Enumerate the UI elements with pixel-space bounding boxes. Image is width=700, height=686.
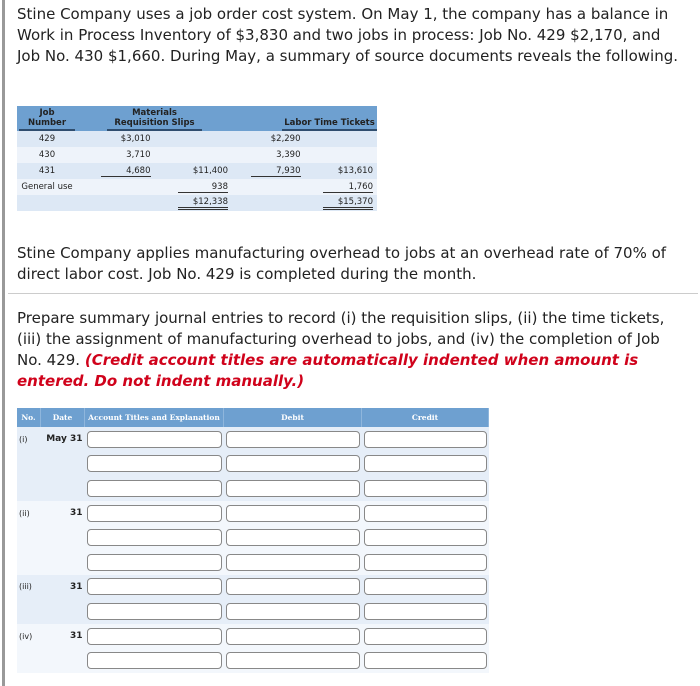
source-documents-table <box>17 106 377 211</box>
credit-input-cell <box>362 525 489 550</box>
entry-date <box>41 476 85 501</box>
labor-total-cell <box>305 163 378 179</box>
job-cell <box>17 195 77 211</box>
materials-cell-value: 3,710 <box>126 150 151 160</box>
credit-input-cell <box>362 624 489 649</box>
credit-input-cell <box>362 550 489 575</box>
job-cell <box>17 131 77 147</box>
instructions: Prepare summary journal entries to record (i) the requisition slips, (ii) the time tickets, (iii) the assignment of manufacturing overhead to jobs, and (iv) the completion of Job No. 429. (Credit account titles are automatically indented when amount is entered. Do not indent manually.) <box>17 309 665 390</box>
materials-cell-value: 4,680 <box>101 166 151 177</box>
debit-input-cell <box>224 648 362 673</box>
source-row <box>17 163 377 179</box>
source-row <box>17 179 377 195</box>
materials-cell <box>77 131 155 147</box>
labor-cell <box>232 195 305 211</box>
account-input[interactable] <box>87 578 222 595</box>
entry-date <box>41 550 85 575</box>
credit-input-cell <box>362 575 489 600</box>
credit-input-cell <box>362 452 489 477</box>
entry-number <box>17 452 41 477</box>
entry-number: (ii) <box>17 501 41 526</box>
debit-input-cell <box>224 476 362 501</box>
header-no: No. <box>17 408 41 427</box>
credit-input-cell <box>362 648 489 673</box>
left-border <box>2 0 5 686</box>
materials-cell <box>77 163 155 179</box>
divider <box>8 293 698 294</box>
job-cell <box>17 179 77 195</box>
entry-date <box>41 452 85 477</box>
materials-cell-value: $3,010 <box>120 134 151 144</box>
labor-cell-value: 3,390 <box>276 150 301 160</box>
materials-total-cell <box>155 163 233 179</box>
job-cell <box>17 147 77 163</box>
credit-input[interactable] <box>364 431 487 448</box>
header-date: Date <box>41 408 85 427</box>
credit-input[interactable] <box>364 529 487 546</box>
source-row <box>17 147 377 163</box>
materials-cell <box>77 179 155 195</box>
job-cell <box>17 163 77 179</box>
credit-input[interactable] <box>364 505 487 522</box>
debit-input[interactable] <box>226 529 360 546</box>
credit-input[interactable] <box>364 652 487 669</box>
job-cell-value: General use <box>21 182 73 192</box>
journal-line <box>17 648 489 673</box>
entry-date <box>41 525 85 550</box>
journal-entry-table <box>17 408 489 673</box>
account-input-cell <box>85 427 224 452</box>
labor-cell <box>232 179 305 195</box>
source-row <box>17 131 377 147</box>
header-credit: Credit <box>362 408 489 427</box>
debit-input-cell <box>224 452 362 477</box>
account-input[interactable] <box>87 603 222 620</box>
account-input-cell <box>85 525 224 550</box>
account-input[interactable] <box>87 652 222 669</box>
debit-input[interactable] <box>226 505 360 522</box>
debit-input[interactable] <box>226 578 360 595</box>
header-account: Account Titles and Explanation <box>85 408 224 427</box>
entry-number: (iii) <box>17 575 41 600</box>
account-input[interactable] <box>87 529 222 546</box>
materials-cell <box>77 195 155 211</box>
entry-date: May 31 <box>41 427 85 452</box>
labor-total-cell-value: $15,370 <box>323 197 373 210</box>
account-input[interactable] <box>87 455 222 472</box>
account-input-cell <box>85 550 224 575</box>
labor-total-cell-value: 1,760 <box>323 182 373 193</box>
entry-number <box>17 476 41 501</box>
account-input-cell <box>85 599 224 624</box>
materials-total-cell-value: $12,338 <box>178 197 228 210</box>
labor-cell-value: 7,930 <box>251 166 301 177</box>
entry-date: 31 <box>41 575 85 600</box>
account-input-cell <box>85 476 224 501</box>
entry-number: (iv) <box>17 624 41 649</box>
account-input[interactable] <box>87 480 222 497</box>
warning-text: (Credit account titles are automatically indented when amount is entered. Do not indent manually.) <box>17 351 639 390</box>
account-input-cell <box>85 648 224 673</box>
journal-line <box>17 452 489 477</box>
job-cell-value: 431 <box>38 166 56 176</box>
journal-line <box>17 624 489 649</box>
credit-input[interactable] <box>364 578 487 595</box>
account-input[interactable] <box>87 628 222 645</box>
credit-input[interactable] <box>364 455 487 472</box>
entry-date <box>41 599 85 624</box>
materials-cell <box>77 147 155 163</box>
materials-total-cell <box>155 147 233 163</box>
materials-total-cell-value: 938 <box>178 182 228 193</box>
materials-total-cell <box>155 179 233 195</box>
entry-number <box>17 599 41 624</box>
job-cell-value: 429 <box>38 134 56 144</box>
journal-line <box>17 476 489 501</box>
account-input[interactable] <box>87 505 222 522</box>
debit-input-cell <box>224 427 362 452</box>
credit-input-cell <box>362 501 489 526</box>
credit-input-cell <box>362 427 489 452</box>
debit-input-cell <box>224 525 362 550</box>
debit-input[interactable] <box>226 554 360 571</box>
debit-input[interactable] <box>226 652 360 669</box>
journal-line <box>17 427 489 452</box>
source-row <box>17 195 377 211</box>
journal-line <box>17 575 489 600</box>
overhead-text: Stine Company applies manufacturing overhead to jobs at an overhead rate of 70% of direct labor cost. Job No. 429 is completed during the month. <box>17 244 667 283</box>
materials-total-cell-value: $11,400 <box>192 166 228 176</box>
entry-date: 31 <box>41 501 85 526</box>
debit-input[interactable] <box>226 480 360 497</box>
account-input-cell <box>85 575 224 600</box>
credit-input[interactable] <box>364 554 487 571</box>
account-input[interactable] <box>87 554 222 571</box>
journal-line <box>17 525 489 550</box>
debit-input-cell <box>224 501 362 526</box>
labor-total-cell <box>305 195 378 211</box>
labor-total-cell <box>305 179 378 195</box>
entry-number <box>17 525 41 550</box>
account-input-cell <box>85 501 224 526</box>
account-input-cell <box>85 624 224 649</box>
problem-intro: Stine Company uses a job order cost system. On May 1, the company has a balance in Work in Process Inventory of $3,830 and two jobs in process: Job No. 429 $2,170, and Job No. 430 $1,660. During May, a summary of source documents reveals the following. <box>17 5 678 65</box>
header-labor: Labor Time Tickets <box>282 118 377 131</box>
debit-input[interactable] <box>226 455 360 472</box>
journal-line <box>17 599 489 624</box>
job-cell-value: 430 <box>38 150 56 160</box>
debit-input-cell <box>224 624 362 649</box>
credit-input[interactable] <box>364 480 487 497</box>
debit-input[interactable] <box>226 603 360 620</box>
debit-input[interactable] <box>226 628 360 645</box>
entry-number: (i) <box>17 427 41 452</box>
journal-line <box>17 550 489 575</box>
entry-number <box>17 648 41 673</box>
materials-total-cell <box>155 131 233 147</box>
materials-total-cell <box>155 195 233 211</box>
account-input-cell <box>85 452 224 477</box>
header-materials: Materials Requisition Slips <box>107 108 202 131</box>
credit-input-cell <box>362 599 489 624</box>
debit-input-cell <box>224 550 362 575</box>
labor-cell-value: $2,290 <box>270 134 301 144</box>
credit-input[interactable] <box>364 628 487 645</box>
debit-input-cell <box>224 599 362 624</box>
labor-cell <box>232 131 305 147</box>
entry-date <box>41 648 85 673</box>
header-debit: Debit <box>224 408 362 427</box>
entry-number <box>17 550 41 575</box>
journal-line <box>17 501 489 526</box>
labor-total-cell-value: $13,610 <box>337 166 373 176</box>
entry-date: 31 <box>41 624 85 649</box>
labor-total-cell <box>305 147 378 163</box>
credit-input[interactable] <box>364 603 487 620</box>
header-job-number: Job Number <box>19 108 75 131</box>
debit-input[interactable] <box>226 431 360 448</box>
labor-cell <box>232 147 305 163</box>
account-input[interactable] <box>87 431 222 448</box>
labor-total-cell <box>305 131 378 147</box>
credit-input-cell <box>362 476 489 501</box>
debit-input-cell <box>224 575 362 600</box>
labor-cell <box>232 163 305 179</box>
